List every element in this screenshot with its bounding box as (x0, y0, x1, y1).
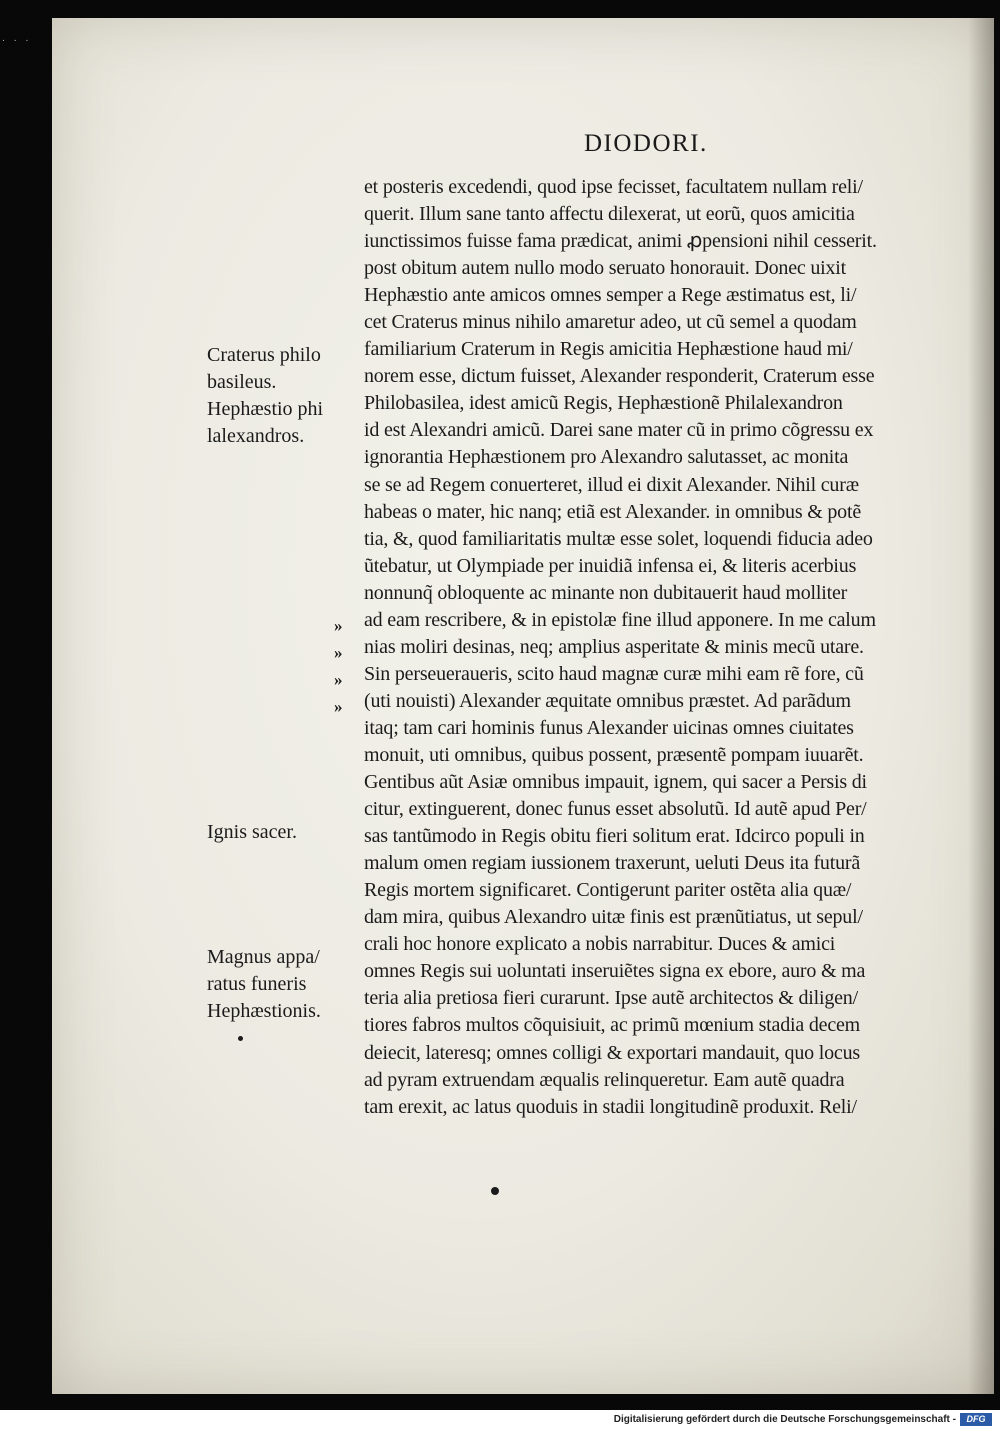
text-line: id est Alexandri amicũ. Darei sane mater cũ in primo cõgressu ex (364, 419, 874, 442)
text-line: habeas o mater, hic nanq; etiã est Alexander. in omnibus & potẽ (364, 500, 862, 523)
marginal-line: ratus funeris (207, 973, 307, 996)
marginal-line: basileus. (207, 371, 277, 394)
text-line: familiarium Craterum in Regis amicitia Hephæstione haud mi/ (364, 338, 853, 361)
quote-mark: » (334, 697, 343, 716)
marginal-note-hephaestio (207, 396, 323, 450)
text-line: et posteris excedendi, quod ipse fecisset, facultatem nullam reli/ (364, 176, 863, 198)
text-line: tia, &, quod familiaritatis multæ esse solet, loquendi fiducia adeo (364, 527, 873, 550)
text-line: (uti nouisti) Alexander æquitate omnibus præstet. Ad parãdum (364, 689, 851, 712)
text-line: ũtebatur, ut Olympiade per inuidiã infensa ei, & literis acerbius (364, 554, 857, 577)
page-spine-shadow (968, 18, 994, 1394)
text-line: dam mira, quibus Alexandro uitæ finis est prænũtiatus, ut sepul/ (364, 906, 863, 929)
text-line: teria alia pretiosa fieri curarunt. Ipse autẽ architectos & diligen/ (364, 987, 858, 1010)
marginal-note-magnus-apparatus (207, 944, 321, 1025)
page-dot-ornament (491, 1187, 499, 1195)
marginal-line: Hephæstio phi (207, 398, 324, 420)
running-head: DIODORI. (584, 130, 708, 157)
text-line: ad pyram extruendam æqualis relinqueretur. Eam autẽ quadra (364, 1068, 845, 1091)
text-line: Hephæstio ante amicos omnes semper a Rege æstimatus est, li/ (364, 284, 857, 307)
footer-credit: Digitalisierung gefördert durch die Deutsche Forschungsgemeinschaft - (613, 1414, 956, 1425)
text-line: querit. Illum sane tanto affectu dilexerat, ut eorũ, quos amicitia (364, 203, 855, 226)
main-text-block (364, 174, 964, 1121)
marginal-note-ignis-sacer (207, 819, 297, 846)
text-line: tam erexit, ac latus quoduis in stadii longitudinẽ produxit. Reli/ (364, 1095, 857, 1118)
text-line: cet Craterus minus nihilo amaretur adeo, ut cũ semel a quodam (364, 311, 857, 334)
marginal-note-craterus (207, 342, 321, 396)
text-line: malum omen regiam iussionem traxerunt, ueluti Deus ita futurã (364, 852, 861, 875)
marginal-dot (238, 1036, 243, 1041)
text-line: tiores fabros multos cõquisiuit, ac primũ mœnium stadia decem (364, 1014, 861, 1037)
corner-dots: . . . (2, 34, 32, 44)
text-line: deiecit, lateresq; omnes colligi & exportari mandauit, quo locus (364, 1041, 860, 1064)
marginal-line: lalexandros. (207, 425, 305, 448)
text-line: monuit, uti omnibus, quibus possent, præsentẽ pompam iuuarẽt. (364, 743, 864, 766)
marginal-line: Hephæstionis. (207, 1000, 321, 1023)
scanned-page (52, 18, 994, 1394)
text-line: iunctissimos fuisse fama prædicat, animi ꝓpensioni nihil cesserit. (364, 230, 877, 253)
text-line: sas tantũmodo in Regis obitu fieri solitum erat. Idcirco populi in (364, 825, 865, 848)
text-line: Sin perseueraueris, scito haud magnæ curæ mihi eam rẽ fore, cũ (364, 662, 864, 685)
quote-mark: » (334, 670, 343, 689)
text-line: nonnunq̃ obloquente ac minante non dubitauerit haud molliter (364, 581, 848, 604)
text-line: ad eam rescribere, & in epistolæ fine illud apponere. In me calum (364, 608, 876, 631)
text-line: Philobasilea, idest amicũ Regis, Hephæstionẽ Philalexandron (364, 392, 843, 415)
text-line: post obitum autem nullo modo seruato honorauit. Donec uixit (364, 257, 847, 280)
quote-mark: » (334, 643, 343, 662)
text-line: norem esse, dictum fuisset, Alexander responderit, Craterum esse (364, 365, 875, 388)
text-line: ignorantia Hephæstionem pro Alexandro salutasset, ac monita (364, 446, 849, 469)
text-line: nias moliri desinas, neq; amplius asperitate & minis mecũ utare. (364, 635, 864, 658)
text-line: itaq; tam cari hominis funus Alexander uicinas omnes ciuitates (364, 716, 854, 739)
marginal-line: Ignis sacer. (207, 821, 297, 843)
quote-mark: » (334, 616, 343, 635)
dfg-logo: DFG (960, 1413, 992, 1426)
marginal-line: Craterus philo (207, 344, 321, 366)
text-line: citur, extinguerent, donec funus esset absolutũ. Id autẽ apud Per/ (364, 798, 867, 821)
marginal-line: Magnus appa/ (207, 946, 320, 968)
text-line: omnes Regis sui uoluntati inseruiẽtes signa ex ebore, auro & ma (364, 960, 866, 983)
text-line: Regis mortem significaret. Contigerunt pariter ostẽta alia quæ/ (364, 879, 852, 902)
text-line: Gentibus aũt Asiæ omnibus impauit, ignem, qui sacer a Persis di (364, 771, 867, 794)
text-line: crali hoc honore explicato a nobis narrabitur. Duces & amici (364, 933, 836, 956)
text-line: se se ad Regem conuerteret, illud ei dixit Alexander. Nihil curæ (364, 473, 859, 496)
